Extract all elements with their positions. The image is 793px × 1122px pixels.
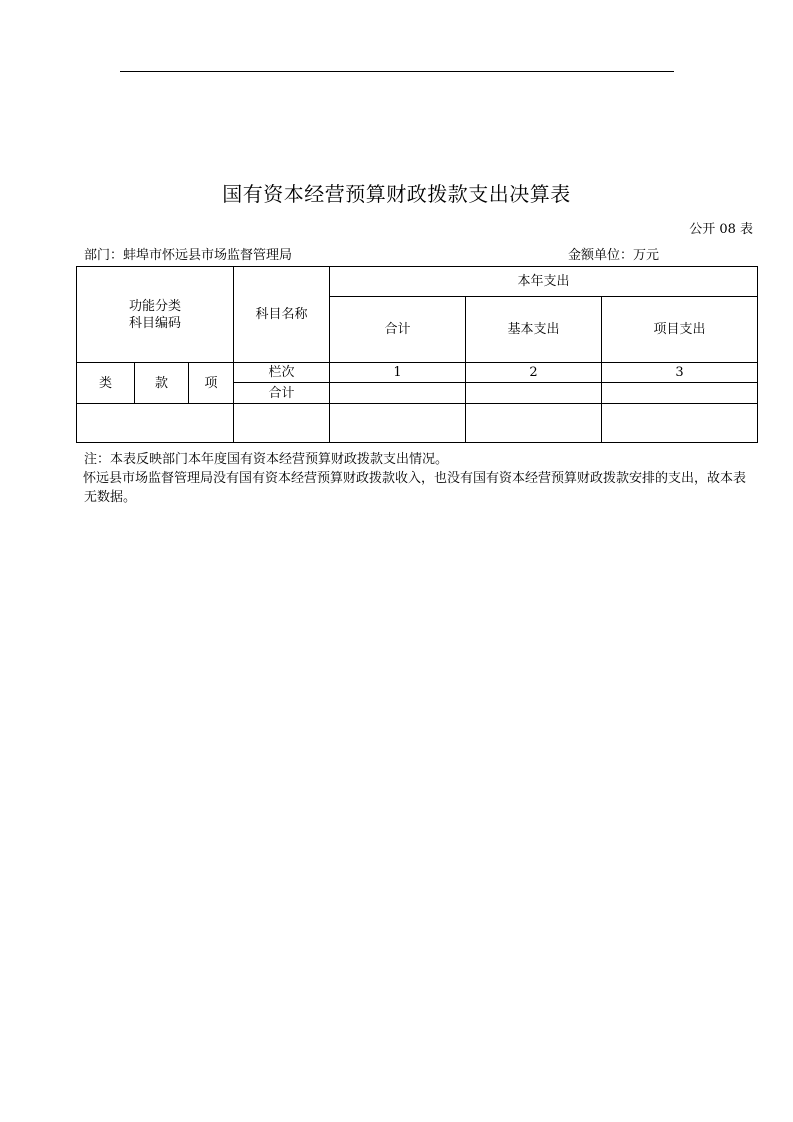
- department-label: 部门：蚌埠市怀远县市场监督管理局: [84, 248, 293, 263]
- empty-project-cell: [602, 404, 758, 443]
- kuan-header: 款: [135, 363, 189, 404]
- note-line-1: 注：本表反映部门本年度国有资本经营预算财政拨款支出情况。: [84, 452, 449, 467]
- empty-code-cell: [77, 404, 234, 443]
- table-note: [84, 450, 756, 507]
- form-number: 公开 08 表: [689, 222, 753, 237]
- lei-header: 类: [77, 363, 135, 404]
- row-total-label: 合计: [234, 383, 330, 404]
- empty-basic-cell: [466, 404, 602, 443]
- project-expense-header: 项目支出: [602, 297, 758, 363]
- column-no-label: 栏次: [234, 363, 330, 383]
- row-total-sum: [330, 383, 466, 404]
- xiang-header: 项: [189, 363, 234, 404]
- subject-name-header: 科目名称: [234, 267, 330, 363]
- column-no-1: 1: [330, 363, 466, 383]
- current-year-expense-header: 本年支出: [330, 267, 758, 297]
- column-no-3: 3: [602, 363, 758, 383]
- meta-line: [84, 244, 684, 262]
- func-class-header: [77, 267, 234, 363]
- expense-table: [76, 266, 758, 443]
- row-total-project: [602, 383, 758, 404]
- column-no-2: 2: [466, 363, 602, 383]
- func-class-line2: 科目编码: [128, 315, 181, 331]
- unit-label: 金额单位：万元: [568, 248, 660, 263]
- row-total-basic: [466, 383, 602, 404]
- note-line-2: 怀远县市场监督管理局没有国有资本经营预算财政拨款收入，也没有国有资本经营预算财政拨款安排的支出，故本表无数据。: [83, 471, 747, 505]
- page-title: 国有资本经营预算财政拨款支出决算表: [222, 182, 571, 206]
- basic-expense-header: 基本支出: [466, 297, 602, 363]
- func-class-line1: 功能分类: [128, 298, 181, 314]
- empty-name-cell: [234, 404, 330, 443]
- empty-total-cell: [330, 404, 466, 443]
- total-header: 合计: [330, 297, 466, 363]
- header-rule: [120, 71, 674, 72]
